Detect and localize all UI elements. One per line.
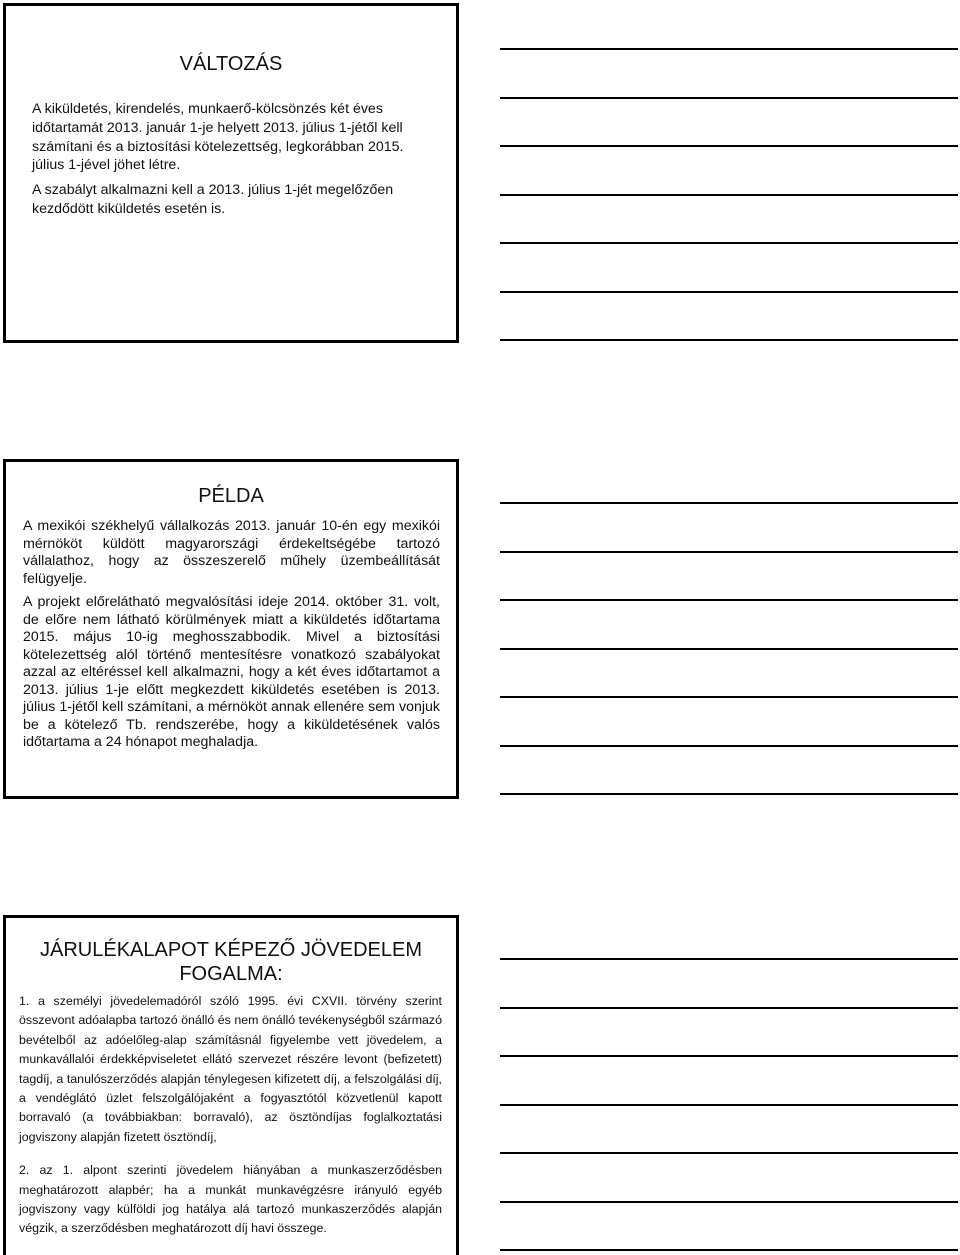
note-line <box>500 145 958 147</box>
note-line <box>500 793 958 795</box>
note-line <box>500 194 958 196</box>
note-line <box>500 696 958 698</box>
note-line <box>500 958 958 960</box>
note-line <box>500 339 958 341</box>
note-line <box>500 599 958 601</box>
note-line <box>500 48 958 50</box>
note-line <box>500 1055 958 1057</box>
note-line <box>500 97 958 99</box>
slide-paragraph: A kiküldetés, kirendelés, munkaerő-kölcsönzés két éves időtartamát 2013. január 1-je helyett 2013. július 1-jétől kell számítani és a biztosítási kötelezettség, legkorábban 2015. július 1-jével jöhet létre. <box>32 101 404 174</box>
note-line <box>500 1201 958 1203</box>
slide-paragraph: A szabályt alkalmazni kell a 2013. július 1-jét megelőzően kezdődött kiküldetés esetén is. <box>32 182 394 217</box>
slide-pelda <box>3 459 459 799</box>
note-line <box>500 745 958 747</box>
note-line <box>500 1249 958 1251</box>
note-line <box>500 551 958 553</box>
slide-paragraph: 1. a személyi jövedelemadóról szóló 1995. évi CXVII. törvény szerint összevont adóalapba tartozó önálló és nem önálló tevékenységből származó bevételből az adóelőleg-alap számításnál figyelembe vett jövedelem, a munkavállalói érdekképviseletet ellátó szervezet részére levont (befizetett) tagdíj, a tanulószerződés alapján ténylegesen kifizetett díj, a felszolgálási díj, a vendéglátó üzlet felszolgálójaként a fogyasztótól közvetlenül kapott borravaló (a továbbiakban: borravaló), az ösztöndíjas foglalkoztatási jogviszony alapján fizetett ösztöndíj, <box>19 994 442 1144</box>
note-line <box>500 242 958 244</box>
note-line <box>500 502 958 504</box>
note-line <box>500 1104 958 1106</box>
note-line <box>500 648 958 650</box>
slide-title: PÉLDA <box>198 485 264 507</box>
slide-title: VÁLTOZÁS <box>179 53 283 75</box>
note-line <box>500 291 958 293</box>
slide-title: JÁRULÉKALAPOT KÉPEZŐ JÖVEDELEM FOGALMA: <box>40 939 422 985</box>
slide-paragraph: A projekt előrelátható megvalósítási ideje 2014. október 31. volt, de előre nem látható körülmények miatt a kiküldetés időtartama 2015. május 10-ig meghosszabbodik. Mivel a biztosítási kötelezettség alól történő mentesítésre vonatkozó szabályokat azzal az eltéréssel kell alkalmazni, hogy a két éves időtartamot a 2013. július 1-je előtt megkezdett kiküldetés esetében is 2013. július 1-jétől kell számítani, a mérnököt annak ellenére sem vonjuk be a kötelező Tb. rendszerébe, hogy a kiküldetésének valós időtartama a 24 hónapot meghaladja. <box>23 594 440 750</box>
slide-paragraph: 2. az 1. alpont szerinti jövedelem hiányában a munkaszerződésben meghatározott alapbér; ha a munkát munkavégzésre irányuló egyéb jogviszony vagy külföldi jog hatálya alá tartozó munkaszerződés alapján végzik, a szerződésben meghatározott díj havi összege. <box>19 1163 442 1236</box>
slide-jarulekalap <box>3 915 459 1255</box>
note-line <box>500 1152 958 1154</box>
slide-paragraph: A mexikói székhelyű vállalkozás 2013. január 10-én egy mexikói mérnököt küldött magyarországi érdekeltségébe tartozó vállalathoz, hogy az összeszerelő műhely üzembeállítását felügyelje. <box>23 518 440 587</box>
note-line <box>500 1007 958 1009</box>
slide-valtozas <box>3 3 459 343</box>
